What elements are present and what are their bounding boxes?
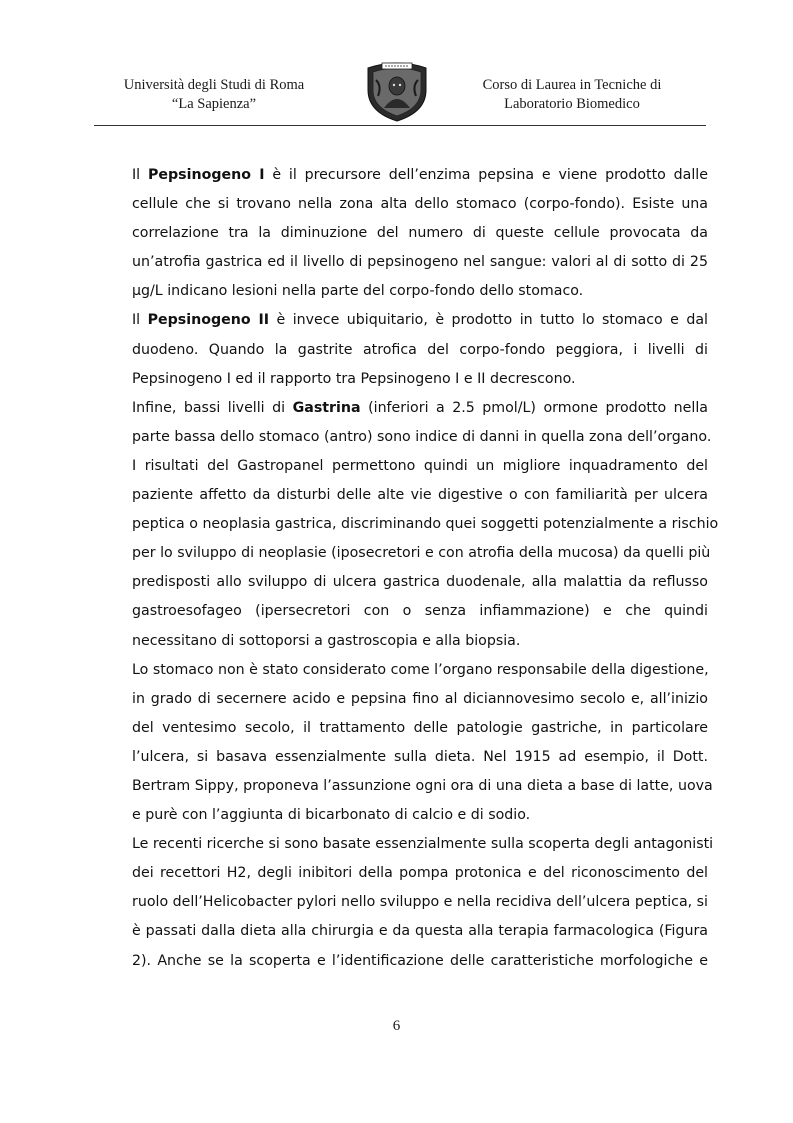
- page-number: 6: [392, 1018, 401, 1034]
- seal-icon: [362, 60, 432, 122]
- paragraph-ricerche-recenti: Le recenti ricerche si sono basate essenzialmente sulla scoperta degli antagonisti dei recettori H2, degli inibitori della pompa protonica e del riconoscimento del ruolo dell’Helicobacter pylori nello sviluppo e nella recidiva dell’ulcera peptica, si è passati dalla dieta alla chirurgia e da questa alla terapia farmacologica (Figura 2). Anche se la scoperta e l’identificazione delle caratteristiche morfologiche e: [132, 836, 714, 969]
- paragraph-storia-stomaco: Lo stomaco non è stato considerato come l’organo responsabile della digestione, in grado di secernere acido e pepsina fino al diciannovesimo secolo e, all’inizio del ventesimo secolo, il trattamento delle patologie gastriche, in particolare l’ulcera, si basava essenzialmente sulla dieta. Nel 1915 ad esempio, il Dott. Bertram Sippy, proponeva l’assunzione ogni ora di una dieta a base di latte, uova e purè con l’aggiunta di bicarbonato di calcio e di sodio.: [132, 661, 713, 824]
- university-name: Università degli Studi di Roma “La Sapienza”: [123, 77, 305, 112]
- paragraph-pepsinogeno-1: Il Pepsinogeno I è il precursore dell’enzima pepsina e viene prodotto dalle cellule che si trovano nella zona alta dello stomaco (corpo-fondo). Esiste una correlazione tra la diminuzione del numero di queste cellule provocata da un’atrofia gastrica ed il livello di pepsinogeno nel sangue: valori al di sotto di 25 µg/L indicano lesioni nella parte del corpo-fondo dello stomaco.: [132, 167, 708, 300]
- university-seal-logo: [362, 60, 432, 122]
- term-gastrina: Gastrina: [292, 399, 361, 416]
- term-pepsinogeno-1: Pepsinogeno I: [147, 167, 265, 183]
- paragraph-pepsinogeno-2: Il Pepsinogeno II è invece ubiquitario, è prodotto in tutto lo stomaco e dal duodeno. Quando la gastrite atrofica del corpo-fondo peggiora, i livelli di Pepsinogeno I ed il rapporto tra Pepsinogeno I e II decrescono.: [132, 312, 708, 387]
- paragraph-gastrina: Infine, bassi livelli di Gastrina (inferiori a 2.5 pmol/L) ormone prodotto nella parte bassa dello stomaco (antro) sono indice di danni in quella zona dell’organo. I risultati del Gastropanel permettono quindi un migliore inquadramento del paziente affetto da disturbi delle alte vie digestive o con familiarità per ulcera peptica o neoplasia gastrica, discriminando quei soggetti potenzialmente a rischio per lo sviluppo di neoplasie (iposecretori e con atrofia della mucosa) da quelli più predisposti allo sviluppo di ulcera gastrica duodenale, alla malattia da reflusso gastroesofageo (ipersecretori con o senza infiammazione) e che quindi necessitano di sottoporsi a gastroscopia e alla biopsia.: [132, 399, 719, 649]
- term-pepsinogeno-2: Pepsinogeno II: [147, 312, 270, 329]
- header-divider: [94, 125, 706, 126]
- course-name: Corso di Laurea in Tecniche di Laboratorio Biomedico: [482, 77, 662, 112]
- document-body: [132, 161, 719, 976]
- page-header: [94, 60, 706, 126]
